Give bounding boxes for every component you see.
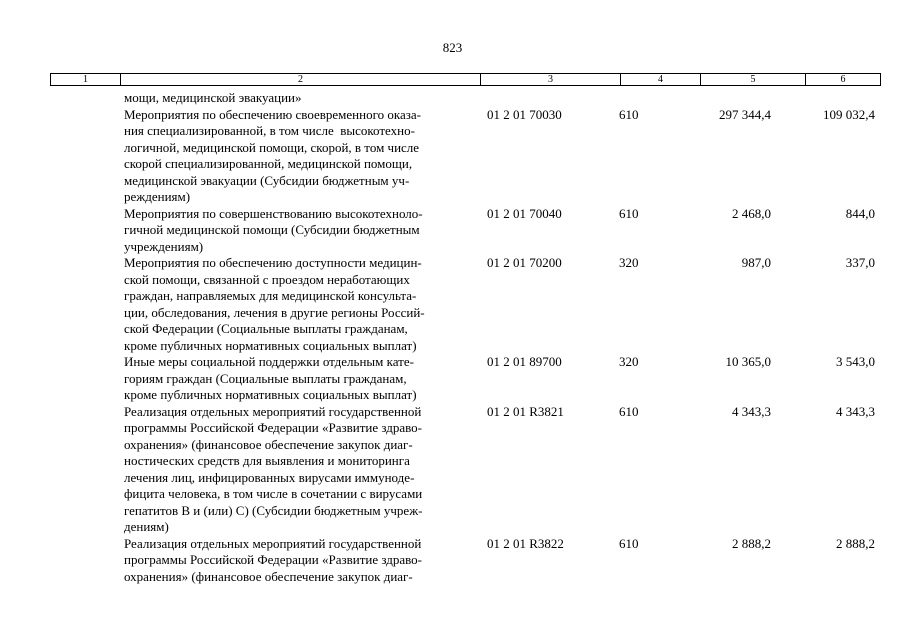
row-target-code: 01 2 01 R3822	[487, 535, 564, 551]
table-row	[0, 90, 905, 107]
row-amount-col5: 2 888,2	[732, 535, 771, 551]
row-target-code: 01 2 01 70030	[487, 106, 562, 122]
row-expense-type: 610	[619, 535, 639, 551]
page-number: 823	[442, 40, 463, 55]
row-expense-type: 320	[619, 354, 639, 369]
row-expense-type: 610	[619, 403, 639, 419]
row-target-code: 01 2 01 89700	[487, 354, 562, 369]
header-cell-1: 1	[51, 74, 121, 86]
row-amount-col6: 337,0	[845, 255, 875, 270]
row-amount-col6: 3 543,0	[836, 354, 875, 369]
row-amount-col6: 844,0	[845, 205, 875, 221]
row-amount-col6: 109 032,4	[823, 106, 875, 122]
table-row	[0, 536, 905, 586]
row-expense-type: 320	[619, 255, 639, 270]
row-amount-col5: 987,0	[741, 255, 771, 270]
row-description: Мероприятия по обеспечению доступности медицин- ской помощи, связанной с проездом неработающих граждан, направляемых для медицинской консульта- ции, обследования, лечения в другие регионы Россий- ской Федерации (Социальные выплаты гражданам, кроме публичных нормативных социальных выплат)	[124, 255, 425, 353]
row-amount-col6: 4 343,3	[836, 403, 875, 419]
table-row	[0, 404, 905, 536]
row-description: Реализация отдельных мероприятий государственной программы Российской Федерации «Развитие здраво- охранения» (финансовое обеспечение закупок диаг- ностических средств для выявления и мониторинга лечения лиц, инфицированных вирусами иммуноде- фицита человека, в том числе в сочетании с вирусами гепатитов В и (или) С) (Субсидии бюджетным учреж- дениям)	[124, 403, 423, 534]
table-row	[0, 107, 905, 206]
table-row	[0, 255, 905, 354]
row-amount-col5: 4 343,3	[732, 403, 771, 419]
row-expense-type: 610	[619, 106, 639, 122]
header-cell-6: 6	[806, 74, 881, 86]
header-cell-3: 3	[481, 74, 621, 86]
row-description: Мероприятия по совершенствованию высокотехноло- гичной медицинской помощи (Субсидии бюджетным учреждениям)	[124, 205, 423, 254]
header-cell-2: 2	[121, 74, 481, 86]
column-number-header	[50, 73, 881, 86]
row-description: Мероприятия по обеспечению своевременного оказа- ния специализированной, в том числе высокотехно- логичной, медицинской помощи, скорой, в том числе скорой специализированной, медицинской помощи, медицинской эвакуации (Субсидии бюджетным уч- реждениям)	[124, 106, 421, 204]
table-row	[0, 354, 905, 404]
row-amount-col5: 2 468,0	[732, 205, 771, 221]
row-expense-type: 610	[619, 205, 639, 221]
row-target-code: 01 2 01 70040	[487, 205, 562, 221]
row-description: мощи, медицинской эвакуации»	[124, 90, 302, 105]
table-row	[0, 206, 905, 256]
row-amount-col6: 2 888,2	[836, 535, 875, 551]
row-description: Реализация отдельных мероприятий государственной программы Российской Федерации «Развитие здраво- охранения» (финансовое обеспечение закупок диаг-	[124, 535, 423, 584]
row-amount-col5: 297 344,4	[719, 106, 771, 122]
budget-table-body	[0, 90, 905, 585]
header-cell-5: 5	[701, 74, 806, 86]
header-row	[51, 74, 881, 86]
row-target-code: 01 2 01 R3821	[487, 403, 564, 419]
header-cell-4: 4	[621, 74, 701, 86]
row-amount-col5: 10 365,0	[725, 354, 771, 369]
row-target-code: 01 2 01 70200	[487, 255, 562, 270]
row-description: Иные меры социальной поддержки отдельным кате- гориям граждан (Социальные выплаты гражданам, кроме публичных нормативных социальных выплат)	[124, 354, 417, 402]
